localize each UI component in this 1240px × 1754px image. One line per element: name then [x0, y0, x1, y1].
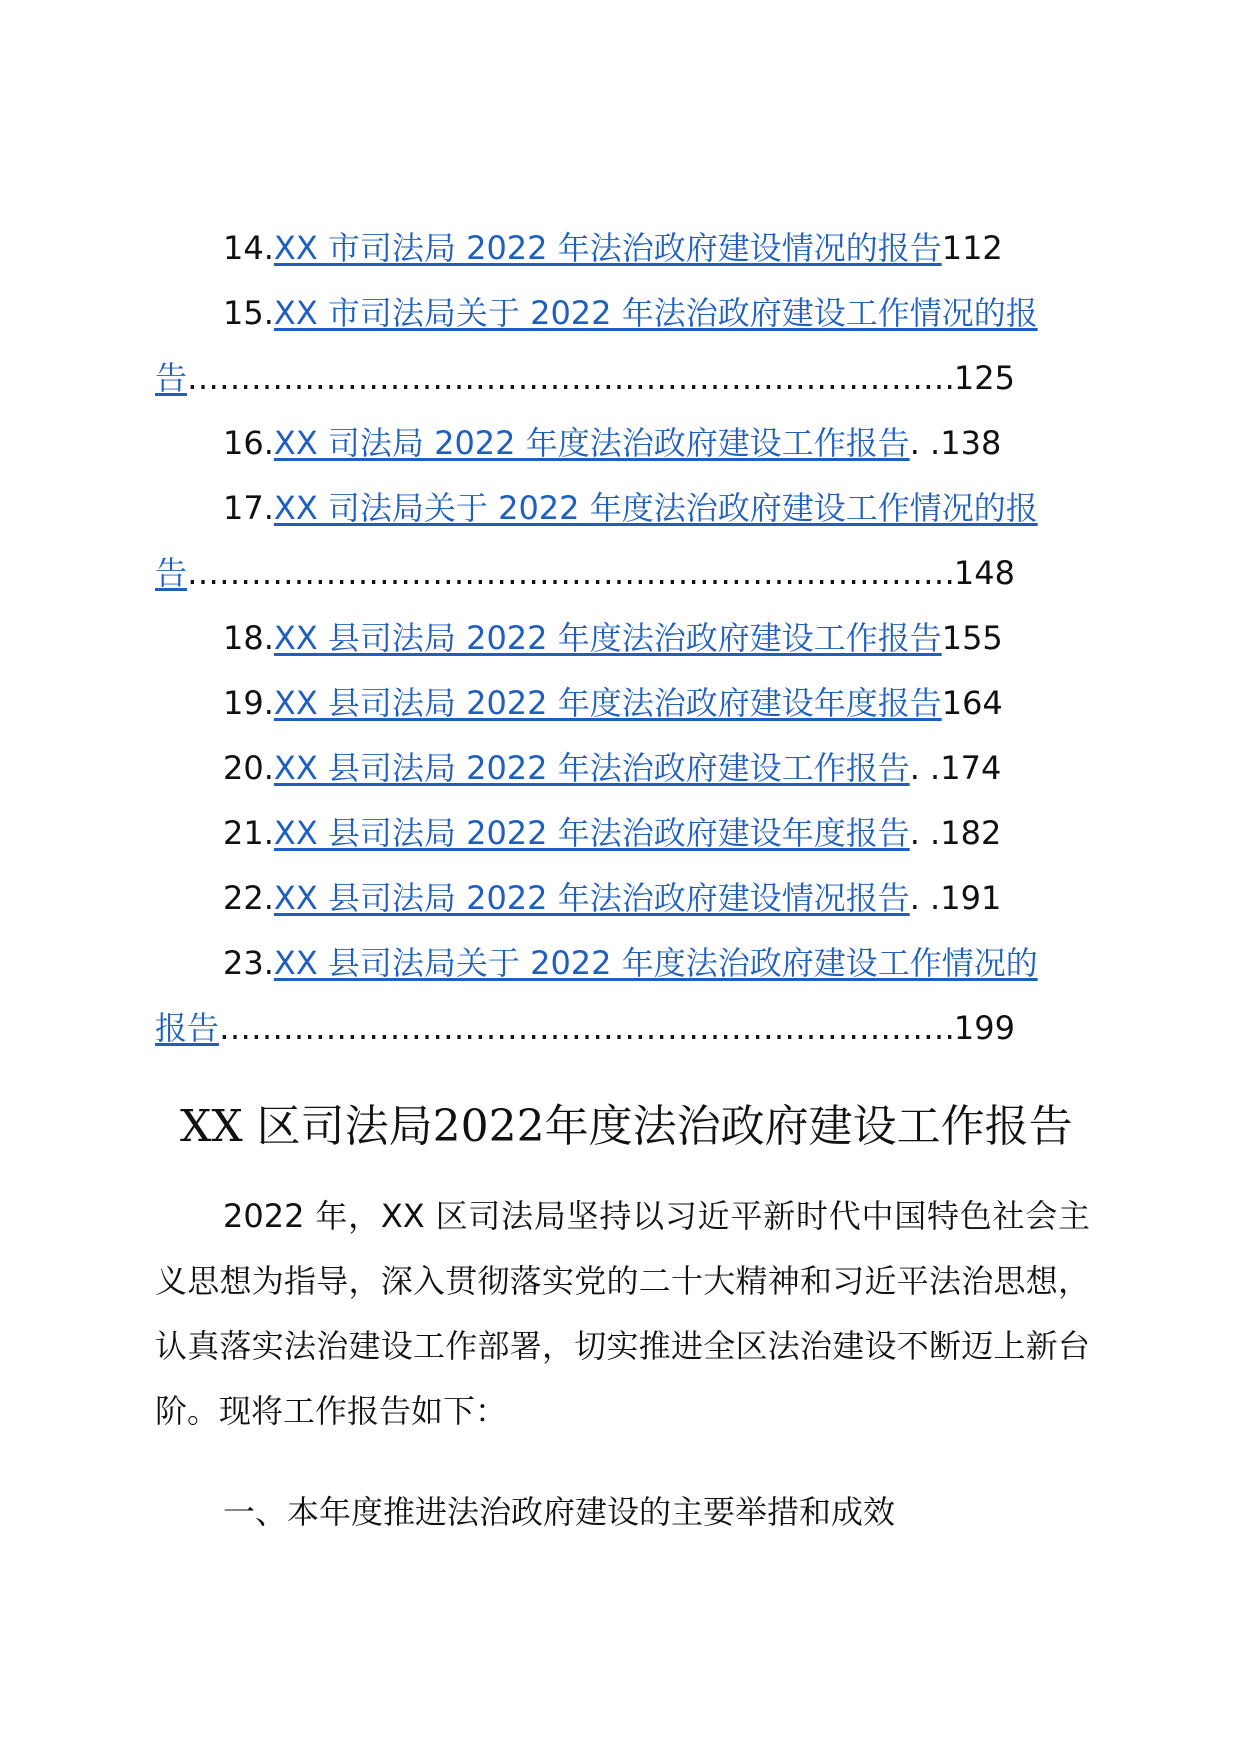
dot-leader: . . [909, 424, 941, 462]
toc-page-number: 174 [940, 749, 1002, 787]
toc-link[interactable]: XX 县司法局 2022 年度法治政府建设年度报告 [273, 684, 942, 722]
toc-entry-18[interactable] [155, 606, 1090, 671]
toc-link-continued[interactable]: 告 [155, 359, 188, 397]
toc-link-continued[interactable]: 告 [155, 554, 188, 592]
toc-page-number: 155 [941, 619, 1003, 657]
toc-entry-23[interactable] [155, 931, 1090, 1061]
toc-link[interactable]: XX 县司法局 2022 年度法治政府建设工作报告 [273, 619, 942, 657]
toc-number: 22. [223, 879, 274, 917]
toc-entry-16[interactable] [155, 411, 1090, 476]
title-main: 区司法局 [256, 1101, 433, 1152]
toc-link[interactable]: XX 县司法局 2022 年法治政府建设年度报告 [273, 814, 910, 852]
toc-entry-19[interactable] [155, 671, 1090, 736]
toc-link[interactable]: XX 县司法局 2022 年法治政府建设工作报告 [273, 749, 910, 787]
toc-entry-15[interactable] [155, 281, 1090, 411]
toc-entry-20[interactable] [155, 736, 1090, 801]
intro-paragraph: 2022 年，XX 区司法局坚持以习近平新时代中国特色社会主义思想为指导，深入贯彻落实党的二十大精神和习近平法治思想，认真落实法治建设工作部署，切实推进全区法治建设不断迈上新台阶。现将工作报告如下： [155, 1197, 1090, 1430]
toc-link[interactable]: XX 司法局 2022 年度法治政府建设工作报告 [273, 424, 910, 462]
section-heading: 一、本年度推进法治政府建设的主要举措和成效 [223, 1493, 896, 1531]
toc-link[interactable]: XX 县司法局 2022 年法治政府建设情况报告 [273, 879, 910, 917]
dot-leader [219, 996, 954, 1061]
table-of-contents [155, 216, 1090, 1061]
document-title [180, 1090, 1100, 1154]
title-prefix: XX [180, 1101, 243, 1152]
toc-link[interactable]: XX 市司法局 2022 年法治政府建设情况的报告 [273, 229, 942, 267]
dot-leader [187, 346, 954, 411]
dot-leader [187, 541, 954, 606]
toc-number: 17. [223, 489, 274, 527]
toc-number: 20. [223, 749, 274, 787]
dot-leader: . . [909, 879, 941, 917]
toc-entry-14[interactable] [155, 216, 1090, 281]
toc-number: 18. [223, 619, 274, 657]
toc-page-number: 164 [941, 684, 1003, 722]
dot-leader: . . [909, 814, 941, 852]
toc-number: 15. [223, 294, 274, 332]
title-year: 2022 [432, 1101, 545, 1152]
toc-page-number: 138 [940, 424, 1002, 462]
toc-link-continued[interactable]: 报告 [155, 1009, 220, 1047]
toc-number: 19. [223, 684, 274, 722]
toc-page-number: 199 [953, 1009, 1015, 1047]
toc-entry-17[interactable] [155, 476, 1090, 606]
toc-link[interactable]: XX 县司法局关于 2022 年度法治政府建设工作情况的 [273, 944, 1038, 982]
dot-leader: . . [909, 749, 941, 787]
toc-link[interactable]: XX 市司法局关于 2022 年法治政府建设工作情况的报 [273, 294, 1038, 332]
toc-page-number: 148 [953, 554, 1015, 592]
toc-number: 16. [223, 424, 274, 462]
toc-number: 23. [223, 944, 274, 982]
toc-number: 14. [223, 229, 274, 267]
toc-number: 21. [223, 814, 274, 852]
toc-entry-22[interactable] [155, 866, 1090, 931]
toc-page-number: 182 [940, 814, 1002, 852]
toc-page-number: 125 [953, 359, 1015, 397]
toc-page-number: 191 [940, 879, 1002, 917]
toc-entry-21[interactable] [155, 801, 1090, 866]
toc-page-number: 112 [941, 229, 1003, 267]
title-rest: 年度法治政府建设工作报告 [544, 1101, 1073, 1152]
toc-link[interactable]: XX 司法局关于 2022 年度法治政府建设工作情况的报 [273, 489, 1038, 527]
